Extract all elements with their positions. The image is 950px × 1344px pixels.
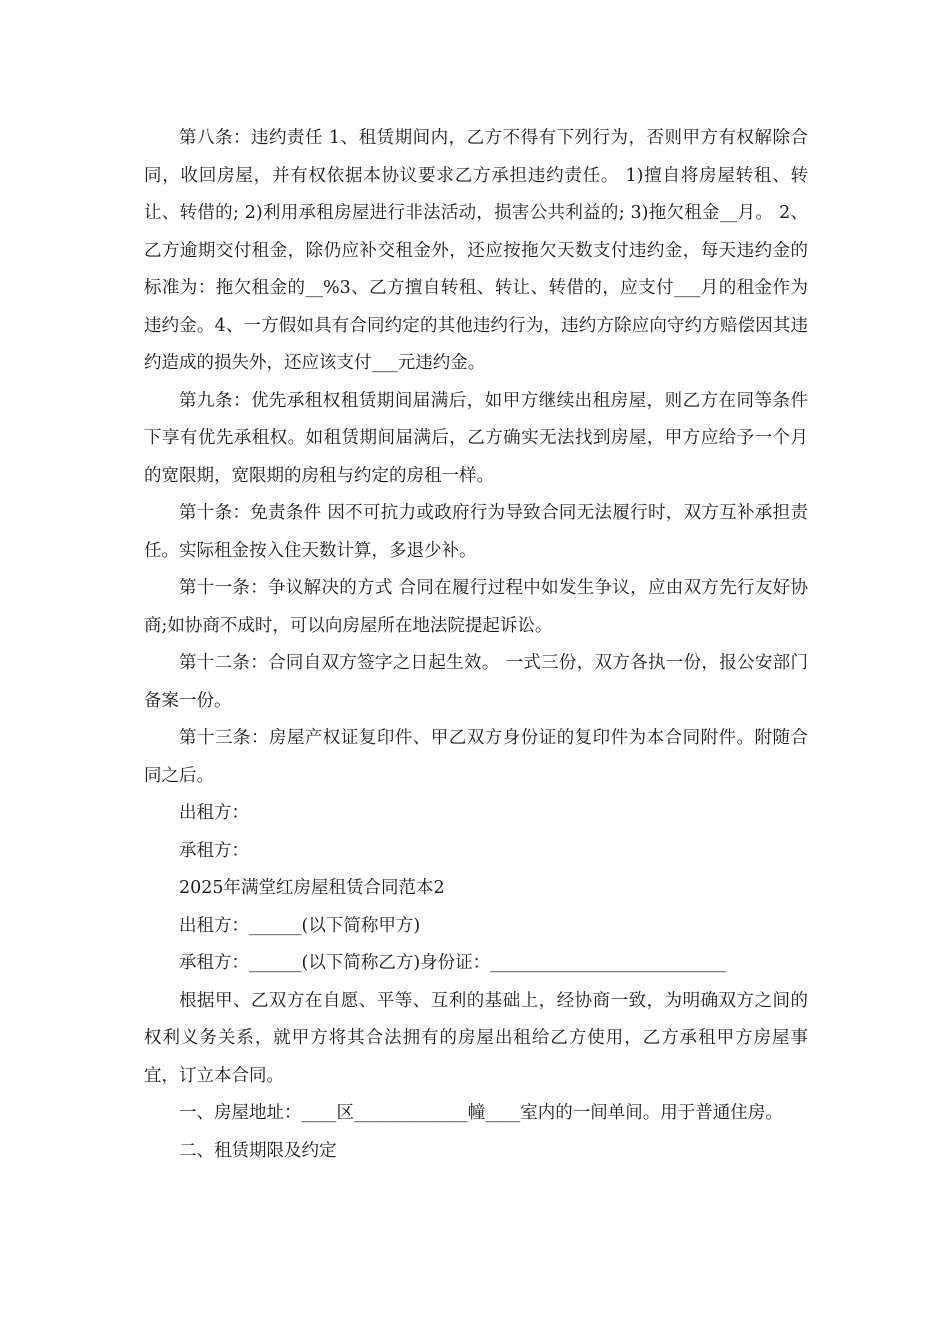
- section-2-heading: 二、租赁期限及约定: [179, 1140, 337, 1161]
- lessee-signature-line: 承租方：: [179, 840, 249, 861]
- preamble-paragraph: 根据甲、乙双方在自愿、平等、互利的基础上，经协商一致，为明确双方之间的权利义务关系，就甲方将其合法拥有的房屋出租给乙方使用，乙方承租甲方房屋事宜，订立本合同。: [144, 990, 808, 1086]
- lessee-line: 承租方：______(以下简称乙方)身份证：___________________________: [179, 953, 727, 973]
- article-10-paragraph: 第十条：免责条件 因不可抗力或政府行为导致合同无法履行时，双方互补承担责任。实际租金按入住天数计算，多退少补。: [144, 503, 808, 561]
- lessor-signature-line: 出租方：: [179, 803, 249, 823]
- article-11-paragraph: 第十一条：争议解决的方式 合同在履行过程中如发生争议，应由双方先行友好协商;如协商不成时，可以向房屋所在地法院提起诉讼。: [144, 578, 808, 636]
- document-body: [144, 120, 808, 1170]
- section-1-address: 一、房屋地址：____区_____________幢____室内的一间单间。用于普通住房。: [179, 1103, 783, 1123]
- article-9-paragraph: 第九条：优先承租权租赁期间届满后，如甲方继续出租房屋，则乙方在同等条件下享有优先承租权。如租赁期间届满后，乙方确实无法找到房屋，甲方应给予一个月的宽限期，宽限期的房租与约定的房租一样。: [144, 390, 808, 486]
- article-8-paragraph: 第八条：违约责任 1、租赁期间内，乙方不得有下列行为，否则甲方有权解除合同，收回房屋，并有权依据本协议要求乙方承担违约责任。 1)擅自将房屋转租、转让、转借的; 2)利用承租房屋进行非法活动，损害公共利益的; 3)拖欠租金__月。 2、乙方逾期交付租金，除仍应补交租金外，还应按拖欠天数支付违约金，每天违约金的标准为：拖欠租金的__%3、乙方擅自转租、转让、转借的，应支付___月的租金作为违约金。4、一方假如具有合同约定的其他违约行为，违约方除应向守约方赔偿因其违约造成的损失外，还应该支付___元违约金。: [144, 128, 808, 373]
- contract-title: 2025年满堂红房屋租赁合同范本2: [179, 878, 445, 898]
- article-13-paragraph: 第十三条：房屋产权证复印件、甲乙双方身份证的复印件为本合同附件。附随合同之后。: [144, 728, 808, 786]
- article-12-paragraph: 第十二条：合同自双方签字之日起生效。 一式三份，双方各执一份，报公安部门备案一份。: [144, 653, 808, 711]
- lessor-line: 出租方：______(以下简称甲方): [179, 915, 421, 936]
